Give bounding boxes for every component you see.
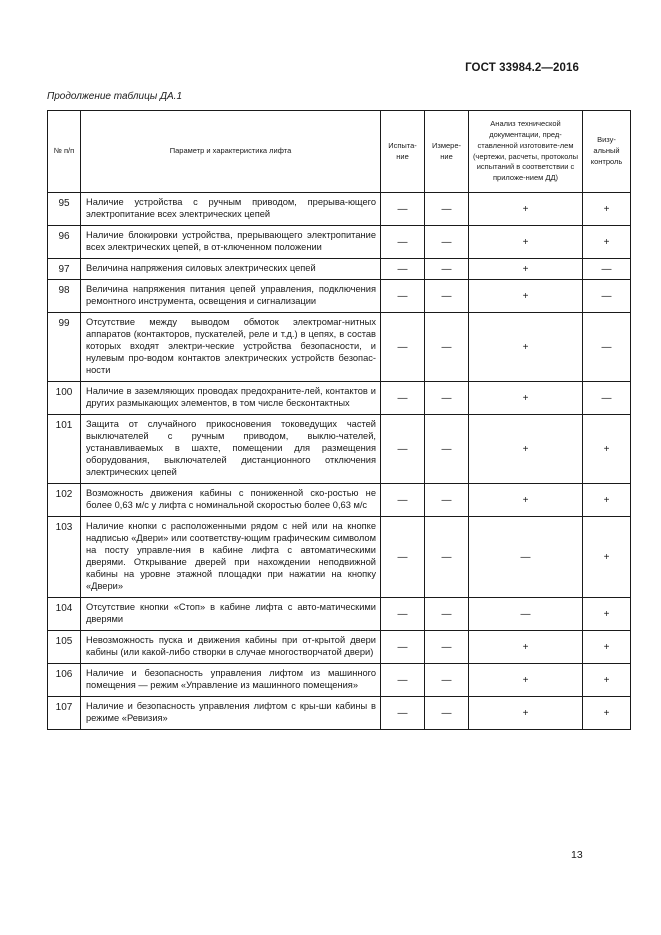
row-test-mark: —: [381, 193, 425, 226]
row-number: 99: [48, 313, 81, 382]
row-test-mark: —: [381, 598, 425, 631]
row-measurement-mark: —: [425, 193, 469, 226]
row-number: 101: [48, 415, 81, 484]
table-row: [48, 382, 631, 415]
row-measurement-mark: —: [425, 259, 469, 280]
row-number: 98: [48, 280, 81, 313]
row-analysis-mark: +: [469, 484, 583, 517]
row-measurement-mark: —: [425, 280, 469, 313]
row-visual-mark: +: [583, 484, 631, 517]
row-analysis-mark: +: [469, 415, 583, 484]
table-row: [48, 697, 631, 730]
table-row: [48, 259, 631, 280]
row-analysis-mark: +: [469, 313, 583, 382]
table-row: [48, 193, 631, 226]
row-visual-mark: —: [583, 280, 631, 313]
row-test-mark: —: [381, 664, 425, 697]
table-row: [48, 598, 631, 631]
row-measurement-mark: —: [425, 382, 469, 415]
header-measurement: Измере-ние: [425, 111, 469, 193]
table-row: [48, 484, 631, 517]
row-test-mark: —: [381, 517, 425, 598]
row-test-mark: —: [381, 226, 425, 259]
row-test-mark: —: [381, 382, 425, 415]
table-row: [48, 280, 631, 313]
row-visual-mark: +: [583, 631, 631, 664]
row-measurement-mark: —: [425, 598, 469, 631]
row-analysis-mark: +: [469, 664, 583, 697]
table-row: [48, 664, 631, 697]
row-test-mark: —: [381, 484, 425, 517]
row-parameter: Наличие и безопасность управления лифтом с кры-ши кабины в режиме «Ревизия»: [81, 697, 381, 730]
row-test-mark: —: [381, 631, 425, 664]
row-parameter: Отсутствие между выводом обмоток электромаг-нитных аппаратов (контакторов, пускателей, реле и т.д.) в цепях, в состав которых входят электри-ческие устройства безопасности, и нулевым про-водом контактов электрических устройств безопас-ности: [81, 313, 381, 382]
row-measurement-mark: —: [425, 313, 469, 382]
table-row: [48, 226, 631, 259]
header-test: Испыта-ние: [381, 111, 425, 193]
page-number: 13: [571, 849, 583, 861]
header-parameter: Параметр и характеристика лифта: [81, 111, 381, 193]
row-number: 106: [48, 664, 81, 697]
row-visual-mark: +: [583, 226, 631, 259]
row-number: 107: [48, 697, 81, 730]
row-number: 103: [48, 517, 81, 598]
row-parameter: Наличие блокировки устройства, прерывающего электропитание всех электрических цепей, в от-ключенном положении: [81, 226, 381, 259]
row-parameter: Наличие кнопки с расположенными рядом с ней или на кнопке надписью «Двери» или соответству-ющим графическим символом на посту управле-ния в кабине лифта с автоматическими дверями. Открывание дверей при нахождении неподвижной кабины на уровне этажной площадки при нажатии на кнопку «Двери»: [81, 517, 381, 598]
row-analysis-mark: —: [469, 517, 583, 598]
header-doc-analysis: Анализ технической документации, пред-ставленной изготовите-лем (чертежи, расчеты, протоколы испытаний в соответствии с приложе-нием ДД): [469, 111, 583, 193]
row-measurement-mark: —: [425, 664, 469, 697]
row-visual-mark: —: [583, 313, 631, 382]
row-visual-mark: +: [583, 697, 631, 730]
row-parameter: Возможность движения кабины с пониженной ско-ростью не более 0,63 м/с у лифта с номинальной скоростью более 0,63 м/с: [81, 484, 381, 517]
row-measurement-mark: —: [425, 484, 469, 517]
row-number: 96: [48, 226, 81, 259]
row-parameter: Наличие устройства с ручным приводом, прерыва-ющего электропитание всех электрических цепей: [81, 193, 381, 226]
row-number: 95: [48, 193, 81, 226]
row-visual-mark: —: [583, 259, 631, 280]
table-row: [48, 517, 631, 598]
row-analysis-mark: +: [469, 226, 583, 259]
row-analysis-mark: +: [469, 280, 583, 313]
row-parameter: Защита от случайного прикосновения токоведущих частей выключателей с ручным приводом, выклю-чателей, устанавливаемых в шахте, помещении для размещения оборудования, выключателей дистанционного отключения электрических цепей: [81, 415, 381, 484]
row-analysis-mark: —: [469, 598, 583, 631]
row-parameter: Отсутствие кнопки «Стоп» в кабине лифта с авто-матическими дверями: [81, 598, 381, 631]
row-test-mark: —: [381, 280, 425, 313]
table-row: [48, 631, 631, 664]
table-continuation-caption: Продолжение таблицы ДА.1: [47, 91, 183, 102]
row-measurement-mark: —: [425, 415, 469, 484]
row-visual-mark: +: [583, 664, 631, 697]
table-row: [48, 415, 631, 484]
row-visual-mark: —: [583, 382, 631, 415]
row-test-mark: —: [381, 313, 425, 382]
row-parameter: Наличие и безопасность управления лифтом из машинного помещения — режим «Управление из машинного помещения»: [81, 664, 381, 697]
row-parameter: Величина напряжения питания цепей управления, подключения ремонтного инструмента, освещения и сигнализации: [81, 280, 381, 313]
row-number: 97: [48, 259, 81, 280]
row-number: 100: [48, 382, 81, 415]
row-analysis-mark: +: [469, 382, 583, 415]
row-analysis-mark: +: [469, 631, 583, 664]
row-visual-mark: +: [583, 415, 631, 484]
row-test-mark: —: [381, 259, 425, 280]
row-visual-mark: +: [583, 193, 631, 226]
row-parameter: Невозможность пуска и движения кабины при от-крытой двери кабины (или какой-либо створки в случае многостворчатой двери): [81, 631, 381, 664]
row-analysis-mark: +: [469, 193, 583, 226]
row-measurement-mark: —: [425, 517, 469, 598]
row-analysis-mark: +: [469, 697, 583, 730]
row-visual-mark: +: [583, 517, 631, 598]
requirements-table: [47, 110, 631, 730]
row-test-mark: —: [381, 415, 425, 484]
header-visual-check: Визу-альный контроль: [583, 111, 631, 193]
row-visual-mark: +: [583, 598, 631, 631]
header-num: № п/п: [48, 111, 81, 193]
standard-designation: ГОСТ 33984.2—2016: [465, 62, 579, 74]
row-number: 104: [48, 598, 81, 631]
row-analysis-mark: +: [469, 259, 583, 280]
table-row: [48, 313, 631, 382]
row-parameter: Наличие в заземляющих проводах предохраните-лей, контактов и других размыкающих элементов, в том числе бесконтактных: [81, 382, 381, 415]
row-measurement-mark: —: [425, 697, 469, 730]
row-test-mark: —: [381, 697, 425, 730]
row-measurement-mark: —: [425, 631, 469, 664]
row-measurement-mark: —: [425, 226, 469, 259]
row-parameter: Величина напряжения силовых электрических цепей: [81, 259, 381, 280]
row-number: 105: [48, 631, 81, 664]
row-number: 102: [48, 484, 81, 517]
